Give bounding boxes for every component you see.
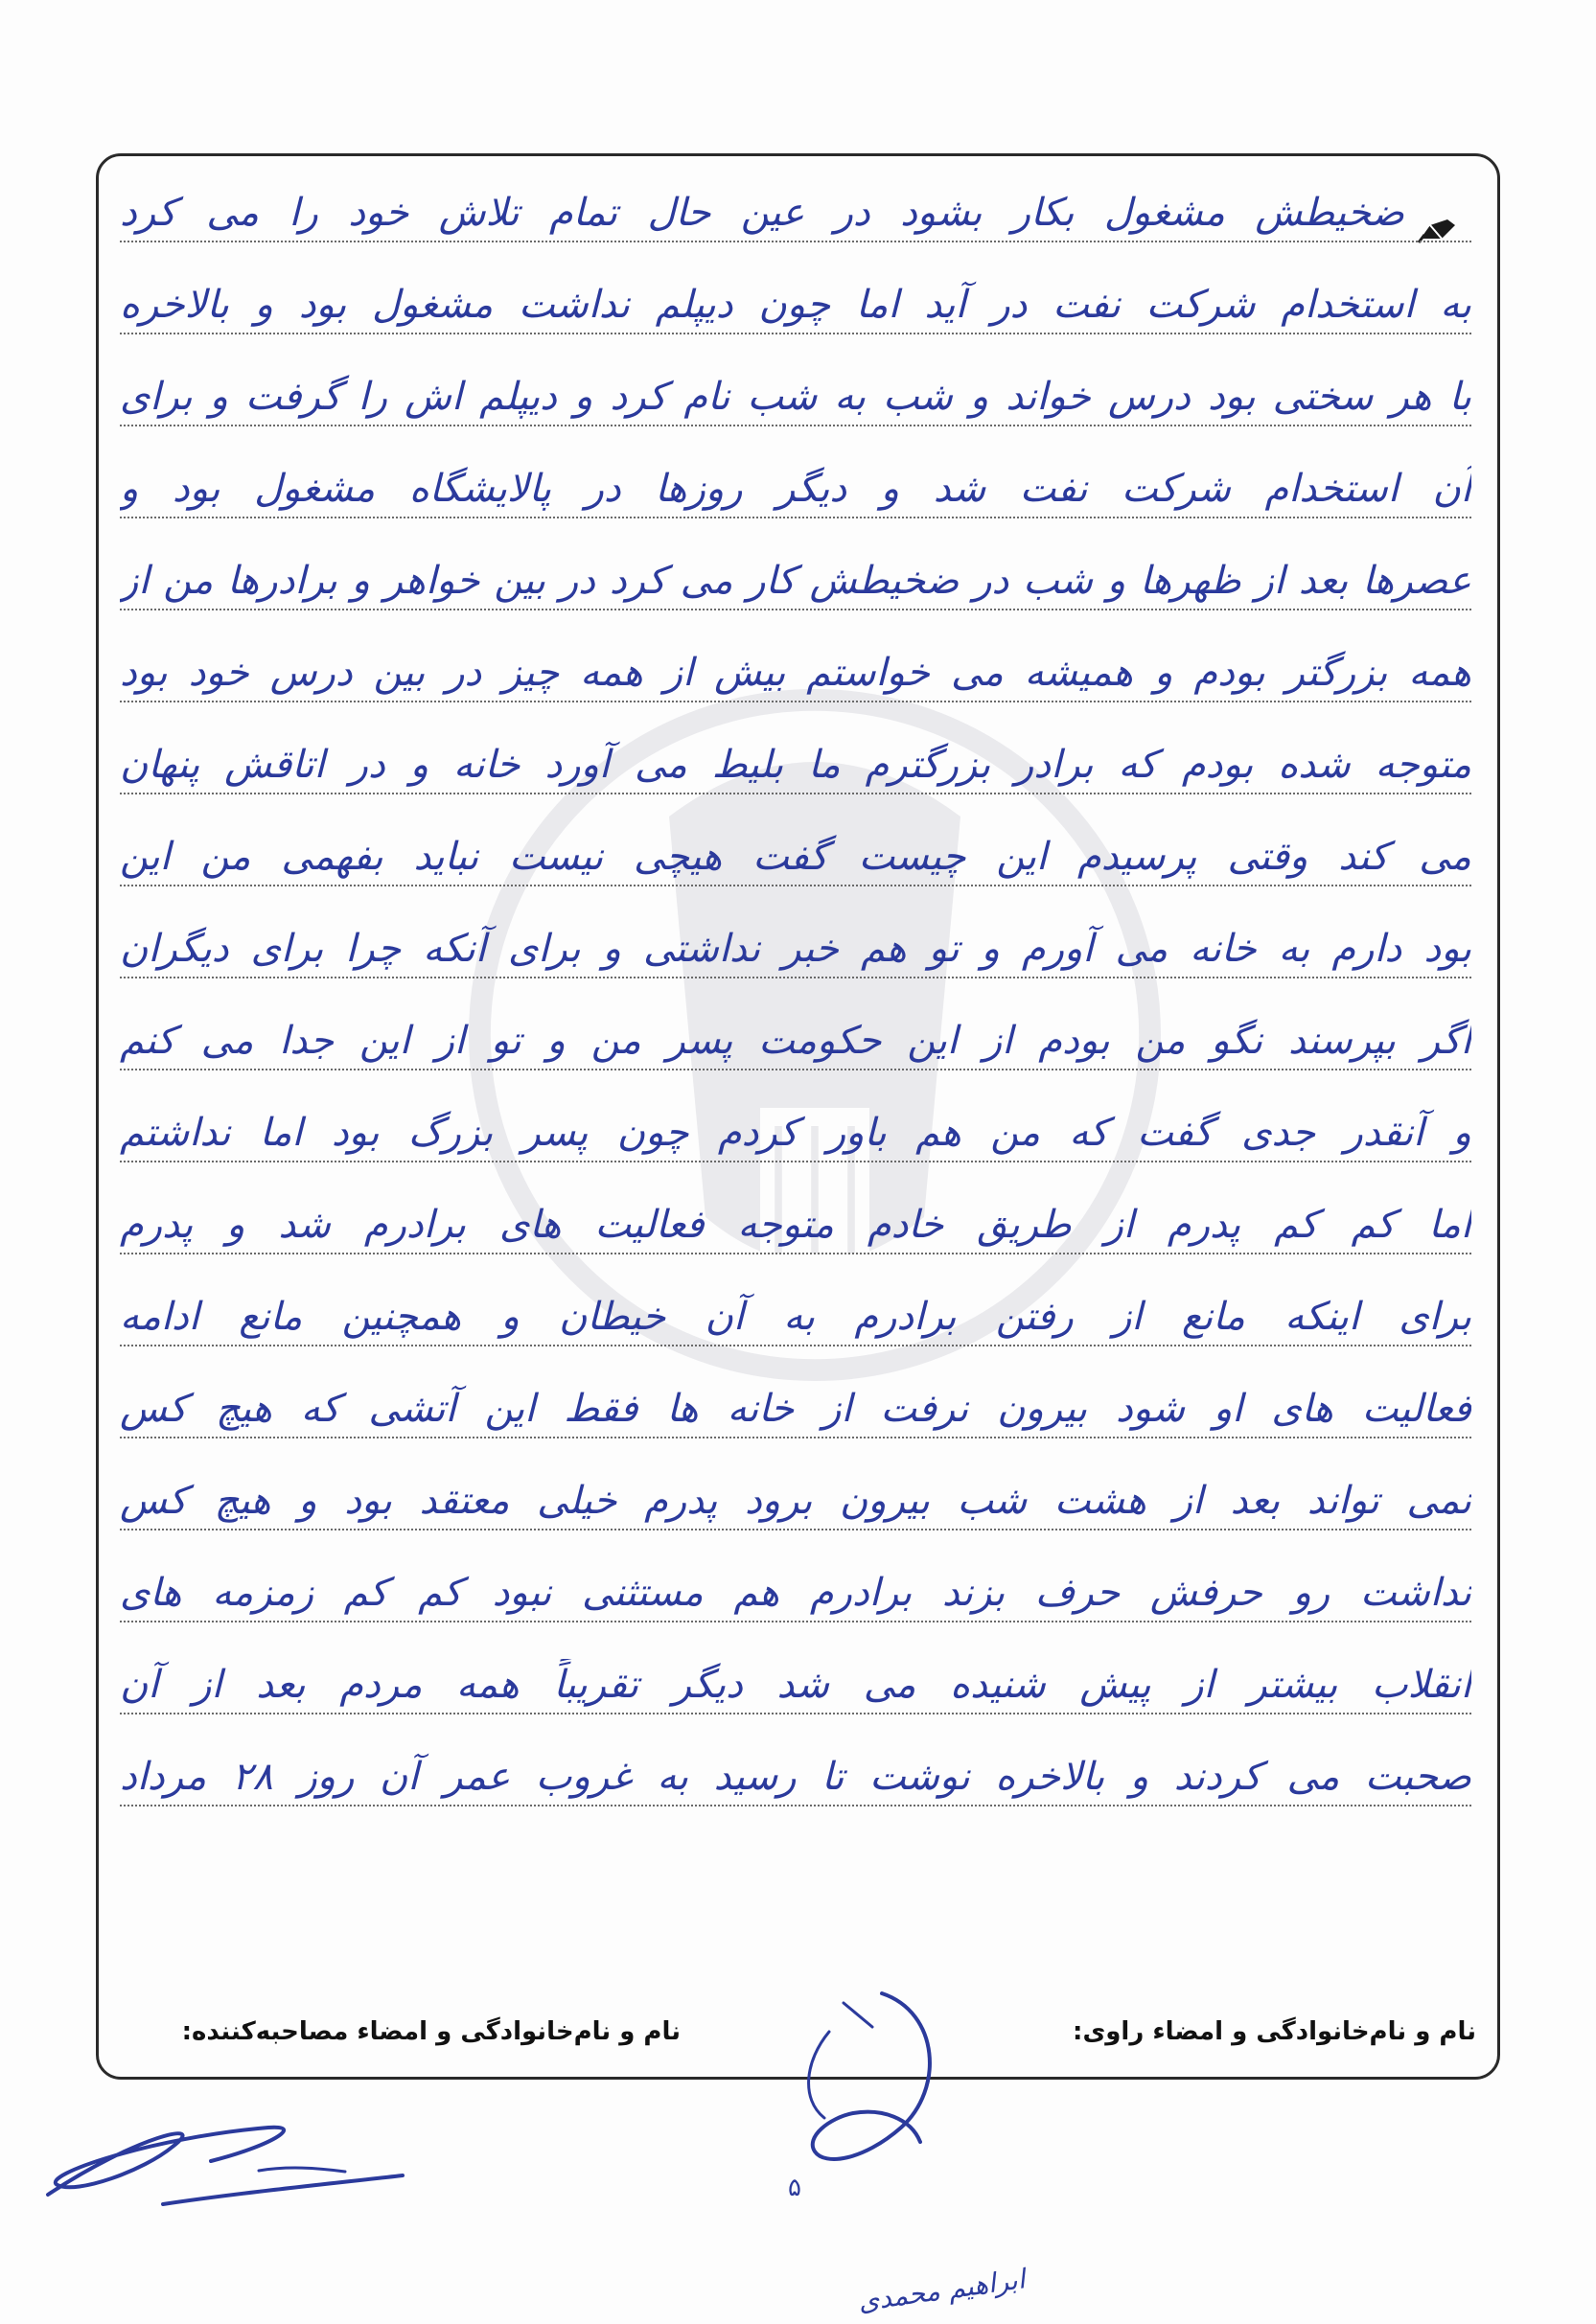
handwritten-line [120, 536, 1471, 628]
handwritten-text: فعالیت های او شود بیرون نرفت از خانه ها فقط این آتشی که هیچ کس [120, 1387, 1471, 1431]
handwritten-line [120, 720, 1471, 812]
handwritten-line [120, 996, 1471, 1088]
dotted-rule [120, 793, 1471, 794]
handwritten-line [120, 1364, 1471, 1456]
signature-labels [125, 2017, 1476, 2065]
handwritten-line [120, 628, 1471, 720]
dotted-rule [120, 1713, 1471, 1714]
handwritten-line [120, 1088, 1471, 1180]
handwritten-text: برای اینکه مانع از رفتن برادرم به آن خیطان و همچنین مانع ادامه [120, 1295, 1471, 1339]
dotted-rule [120, 517, 1471, 518]
dotted-rule [120, 1529, 1471, 1530]
handwritten-text: متوجه شده بودم که برادر بزرگترم ما بلیط می آورد خانه و در اتاقش پنهان [120, 743, 1471, 787]
handwritten-line [120, 1456, 1471, 1548]
dotted-rule [120, 609, 1471, 610]
dotted-rule [120, 333, 1471, 334]
handwritten-line [120, 444, 1471, 536]
handwritten-text: بود دارم به خانه می آورم و تو هم خبر نداشتی و برای آنکه چرا برای دیگران [120, 927, 1471, 971]
handwritten-text: اما کم کم پدرم از طریق خادم متوجه فعالیت های برادرم شد و پدرم [120, 1203, 1471, 1247]
page-number: ۵ [788, 2174, 801, 2202]
dotted-rule [120, 885, 1471, 886]
handwritten-text: نداشت رو حرفش حرف بزند برادرم هم مستثنی نبود کم کم زمزمه های [120, 1571, 1471, 1615]
handwritten-text: نمی تواند بعد از هشت شب بیرون برود پدرم خیلی معتقد بود و هیچ کس [120, 1479, 1471, 1523]
handwritten-text: اگر بپرسند نگو من بودم از این حکومت پسر من و تو از این جدا می کنم [120, 1019, 1471, 1063]
signature-name: ابراهیم محمدی [856, 2263, 1028, 2318]
handwritten-line [120, 260, 1471, 352]
interviewer-signature-label: نام و نام‌خانوادگی و امضاء مصاحبه‌کننده: [181, 2017, 681, 2046]
handwritten-line [120, 1272, 1471, 1364]
handwritten-line [120, 168, 1471, 260]
dotted-rule [120, 1805, 1471, 1806]
handwritten-text: آن استخدام شرکت نفت شد و دیگر روزها در پالایشگاه مشغول بود و [120, 467, 1471, 511]
handwritten-text: همه بزرگتر بودم و همیشه می خواستم بیش از همه چیز در بین درس خود بود [120, 651, 1471, 695]
dotted-rule [120, 701, 1471, 702]
handwritten-line [120, 1640, 1471, 1732]
handwritten-text: عصرها بعد از ظهرها و شب در ضخیطش کار می کرد در بین خواهر و برادرها من از [120, 559, 1471, 603]
handwritten-text: با هر سختی بود درس خواند و شب به شب نام کرد و دیپلم اش را گرفت و برای [120, 375, 1471, 419]
handwritten-text: به استخدام شرکت نفت در آید اما چون دیپلم نداشت مشغول بود و بالاخره [120, 283, 1471, 327]
handwritten-line [120, 1180, 1471, 1272]
narrator-signature [19, 2080, 431, 2233]
handwritten-text: صحبت می کردند و بالاخره نوشت تا رسید به غروب عمر آن روز ۲۸ مرداد [120, 1755, 1471, 1799]
dotted-rule [120, 1345, 1471, 1346]
dotted-rule [120, 425, 1471, 426]
dotted-rule [120, 1621, 1471, 1622]
handwritten-lines [120, 168, 1471, 1824]
dotted-rule [120, 1069, 1471, 1070]
dotted-rule [120, 1253, 1471, 1254]
dotted-rule [120, 977, 1471, 978]
handwritten-line [120, 812, 1471, 904]
dotted-rule [120, 241, 1471, 242]
handwritten-line [120, 1548, 1471, 1640]
narrator-signature-label: نام و نام‌خانوادگی و امضاء راوی: [1073, 2017, 1476, 2046]
handwritten-line [120, 1732, 1471, 1824]
dotted-rule [120, 1161, 1471, 1162]
handwritten-text: و آنقدر جدی گفت که من هم باور کردم چون پسر بزرگ بود اما نداشتم [120, 1111, 1471, 1155]
handwritten-text: ضخیطش مشغول بکار بشود در عین حال تمام تلاش خود را می کرد [120, 191, 1404, 235]
handwritten-line [120, 904, 1471, 996]
handwritten-text: انقلاب بیشتر از پیش شنیده می شد دیگر تقریباً همه مردم بعد از آن [120, 1663, 1471, 1707]
dotted-rule [120, 1437, 1471, 1438]
handwritten-text: می کند وقتی پرسیدم این چیست گفت هیچی نیست نباید بفهمی من این [120, 835, 1471, 879]
handwritten-line [120, 352, 1471, 444]
